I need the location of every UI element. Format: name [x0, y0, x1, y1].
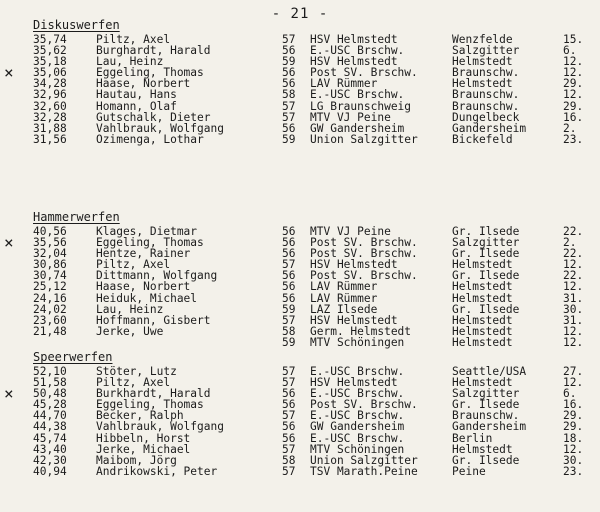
result-row	[0, 134, 600, 145]
date-cell: 2.	[563, 121, 577, 135]
performance-cell: 35,06	[33, 66, 67, 80]
date-cell: 18.	[563, 431, 584, 445]
date-cell: 15.	[563, 33, 584, 46]
venue-cell: Braunschw.	[452, 88, 520, 102]
performance-cell: 32,96	[33, 88, 67, 102]
date-cell: 29.	[563, 77, 584, 91]
section-title: Speerwerfen	[33, 350, 113, 364]
date-cell: 22.	[563, 247, 584, 261]
performance-cell: 44,70	[33, 409, 67, 423]
birth-year-cell: 57	[282, 258, 296, 272]
venue-cell: Peine	[452, 464, 486, 478]
birth-year-cell: 57	[282, 376, 296, 390]
date-cell: 23.	[563, 132, 584, 146]
birth-year-cell: 59	[282, 335, 296, 349]
club-cell: MTV Schöningen	[310, 335, 405, 349]
date-cell: 22.	[563, 225, 584, 238]
birth-year-cell: 56	[282, 398, 296, 412]
athlete-name-cell: Eggeling, Thomas	[96, 236, 204, 250]
birth-year-cell: 57	[282, 365, 296, 378]
performance-cell: 42,30	[33, 453, 67, 467]
venue-cell: Salzgitter	[452, 236, 520, 250]
birth-year-cell: 56	[282, 121, 296, 135]
date-cell: 30.	[563, 453, 584, 467]
birth-year-cell: 59	[282, 55, 296, 69]
venue-cell: Helmstedt	[452, 376, 513, 390]
club-cell: Post SV. Brschw.	[310, 66, 418, 80]
club-cell: HSV Helmstedt	[310, 258, 398, 272]
athlete-name-cell: Hautau, Hans	[96, 88, 177, 102]
performance-cell: 21,48	[33, 324, 67, 338]
venue-cell: Gandersheim	[452, 121, 527, 135]
birth-year-cell: 56	[282, 431, 296, 445]
performance-cell: 32,28	[33, 110, 67, 124]
birth-year-cell: 57	[282, 313, 296, 327]
performance-cell: 30,86	[33, 258, 67, 272]
club-cell: TSV Marath.Peine	[310, 464, 418, 478]
birth-year-cell: 57	[282, 99, 296, 113]
result-row	[0, 337, 600, 348]
club-cell: LG Braunschweig	[310, 99, 412, 113]
result-row	[0, 421, 600, 432]
athlete-name-cell: Klages, Dietmar	[96, 225, 198, 238]
date-cell: 12.	[563, 258, 584, 272]
performance-cell: 35,18	[33, 55, 67, 69]
athlete-name-cell: Haase, Norbert	[96, 77, 191, 91]
club-cell: MTV Schöningen	[310, 442, 405, 456]
venue-cell: Helmstedt	[452, 77, 513, 91]
venue-cell: Gr. Ilsede	[452, 398, 520, 412]
date-cell: 12.	[563, 442, 584, 456]
date-cell: 16.	[563, 398, 584, 412]
date-cell: 31.	[563, 291, 584, 305]
club-cell: HSV Helmstedt	[310, 313, 398, 327]
athlete-name-cell: Burghardt, Harald	[96, 44, 211, 58]
birth-year-cell: 59	[282, 132, 296, 146]
club-cell: HSV Helmstedt	[310, 55, 398, 69]
athlete-name-cell: Becker, Ralph	[96, 409, 184, 423]
performance-cell: 35,62	[33, 44, 67, 58]
venue-cell: Gr. Ilsede	[452, 302, 520, 316]
venue-cell: Braunschw.	[452, 66, 520, 80]
performance-cell: 24,02	[33, 302, 67, 316]
result-row	[0, 293, 600, 304]
date-cell: 16.	[563, 110, 584, 124]
page-number: - 21 -	[271, 6, 329, 22]
venue-cell: Salzgitter	[452, 387, 520, 401]
date-cell: 23.	[563, 464, 584, 478]
club-cell: LAV Rümmer	[310, 280, 378, 294]
result-row	[0, 101, 600, 112]
results-list	[0, 226, 600, 348]
venue-cell: Helmstedt	[452, 313, 513, 327]
date-cell: 29.	[563, 420, 584, 434]
club-cell: E.-USC Brschw.	[310, 44, 405, 58]
venue-cell: Helmstedt	[452, 258, 513, 272]
club-cell: HSV Helmstedt	[310, 33, 398, 46]
performance-cell: 45,74	[33, 431, 67, 445]
birth-year-cell: 56	[282, 247, 296, 261]
venue-cell: Salzgitter	[452, 44, 520, 58]
date-cell: 12.	[563, 280, 584, 294]
birth-year-cell: 56	[282, 66, 296, 80]
performance-cell: 35,56	[33, 236, 67, 250]
club-cell: Post SV. Brschw.	[310, 247, 418, 261]
performance-cell: 32,04	[33, 247, 67, 261]
venue-cell: Braunschw.	[452, 99, 520, 113]
performance-cell: 30,74	[33, 269, 67, 283]
date-cell: 12.	[563, 376, 584, 390]
club-cell: HSV Helmstedt	[310, 376, 398, 390]
club-cell: LAZ Ilsede	[310, 302, 378, 316]
athlete-name-cell: Andrikowski, Peter	[96, 464, 218, 478]
date-cell: 30.	[563, 302, 584, 316]
club-cell: E.-USC Brschw.	[310, 365, 405, 378]
club-cell: GW Gandersheim	[310, 420, 405, 434]
club-cell: LAV Rümmer	[310, 291, 378, 305]
date-cell: 6.	[563, 44, 577, 58]
performance-cell: 43,40	[33, 442, 67, 456]
athlete-name-cell: Haase, Norbert	[96, 280, 191, 294]
venue-cell: Helmstedt	[452, 55, 513, 69]
club-cell: LAV Rümmer	[310, 77, 378, 91]
performance-cell: 40,94	[33, 464, 67, 478]
club-cell: E.-USC Brschw.	[310, 431, 405, 445]
date-cell: 29.	[563, 99, 584, 113]
athlete-name-cell: Jerke, Uwe	[96, 324, 164, 338]
club-cell: E.-USC Brschw.	[310, 387, 405, 401]
mark-cell: ×	[4, 233, 14, 253]
athlete-name-cell: Hibbeln, Horst	[96, 431, 191, 445]
birth-year-cell: 58	[282, 453, 296, 467]
athlete-name-cell: Jerke, Michael	[96, 442, 191, 456]
athlete-name-cell: Eggeling, Thomas	[96, 398, 204, 412]
venue-cell: Helmstedt	[452, 280, 513, 294]
date-cell: 31.	[563, 313, 584, 327]
venue-cell: Braunschw.	[452, 409, 520, 423]
club-cell: Union Salzgitter	[310, 453, 418, 467]
mark-cell: ×	[4, 63, 14, 83]
club-cell: E.-USC Brschw.	[310, 409, 405, 423]
birth-year-cell: 58	[282, 324, 296, 338]
mark-cell: ×	[4, 384, 14, 404]
venue-cell: Helmstedt	[452, 324, 513, 338]
date-cell: 12.	[563, 324, 584, 338]
birth-year-cell: 56	[282, 280, 296, 294]
date-cell: 12.	[563, 55, 584, 69]
athlete-name-cell: Piltz, Axel	[96, 376, 171, 390]
club-cell: E.-USC Brschw.	[310, 88, 405, 102]
athlete-name-cell: Hentze, Rainer	[96, 247, 191, 261]
athlete-name-cell: Burkhardt, Harald	[96, 387, 211, 401]
venue-cell: Wenzfelde	[452, 33, 513, 46]
athlete-name-cell: Gutschalk, Dieter	[96, 110, 211, 124]
club-cell: MTV VJ Peine	[310, 225, 391, 238]
result-row	[0, 466, 600, 477]
birth-year-cell: 59	[282, 302, 296, 316]
athlete-name-cell: Homann, Olaf	[96, 99, 177, 113]
result-row	[0, 89, 600, 100]
result-row	[0, 281, 600, 292]
venue-cell: Berlin	[452, 431, 493, 445]
performance-cell: 40,56	[33, 225, 67, 238]
birth-year-cell: 56	[282, 420, 296, 434]
birth-year-cell: 56	[282, 225, 296, 238]
birth-year-cell: 56	[282, 44, 296, 58]
venue-cell: Helmstedt	[452, 291, 513, 305]
performance-cell: 35,74	[33, 33, 67, 46]
section-title: Diskuswerfen	[33, 18, 120, 32]
venue-cell: Gr. Ilsede	[452, 269, 520, 283]
performance-cell: 25,12	[33, 280, 67, 294]
birth-year-cell: 57	[282, 409, 296, 423]
athlete-name-cell: Stöter, Lutz	[96, 365, 177, 378]
performance-cell: 32,60	[33, 99, 67, 113]
birth-year-cell: 57	[282, 442, 296, 456]
club-cell: Post SV. Brschw.	[310, 269, 418, 283]
date-cell: 22.	[563, 269, 584, 283]
performance-cell: 34,28	[33, 77, 67, 91]
club-cell: GW Gandersheim	[310, 121, 405, 135]
club-cell: Post SV. Brschw.	[310, 236, 418, 250]
birth-year-cell: 57	[282, 110, 296, 124]
athlete-name-cell: Lau, Heinz	[96, 302, 164, 316]
venue-cell: Dungelbeck	[452, 110, 520, 124]
athlete-name-cell: Piltz, Axel	[96, 258, 171, 272]
athlete-name-cell: Heiduk, Michael	[96, 291, 198, 305]
venue-cell: Gr. Ilsede	[452, 247, 520, 261]
section-title: Hammerwerfen	[33, 210, 120, 224]
athlete-name-cell: Piltz, Axel	[96, 33, 171, 46]
birth-year-cell: 56	[282, 77, 296, 91]
birth-year-cell: 56	[282, 387, 296, 401]
date-cell: 6.	[563, 387, 577, 401]
athlete-name-cell: Hoffmann, Gisbert	[96, 313, 211, 327]
athlete-name-cell: Vahlbrauk, Wolfgang	[96, 420, 224, 434]
performance-cell: 24,16	[33, 291, 67, 305]
club-cell: Post SV. Brschw.	[310, 398, 418, 412]
birth-year-cell: 56	[282, 269, 296, 283]
performance-cell: 52,10	[33, 365, 67, 378]
birth-year-cell: 56	[282, 291, 296, 305]
club-cell: Germ. Helmstedt	[310, 324, 412, 338]
venue-cell: Seattle/USA	[452, 365, 527, 378]
performance-cell: 45,28	[33, 398, 67, 412]
date-cell: 2.	[563, 236, 577, 250]
result-row	[0, 433, 600, 444]
date-cell: 27.	[563, 365, 584, 378]
performance-cell: 44,38	[33, 420, 67, 434]
athlete-name-cell: Dittmann, Wolfgang	[96, 269, 218, 283]
results-list	[0, 366, 600, 477]
performance-cell: 31,88	[33, 121, 67, 135]
athlete-name-cell: Maibom, Jörg	[96, 453, 177, 467]
performance-cell: 31,56	[33, 132, 67, 146]
birth-year-cell: 58	[282, 88, 296, 102]
venue-cell: Helmstedt	[452, 335, 513, 349]
performance-cell: 50,48	[33, 387, 67, 401]
venue-cell: Bickefeld	[452, 132, 513, 146]
birth-year-cell: 57	[282, 464, 296, 478]
venue-cell: Gr. Ilsede	[452, 225, 520, 238]
date-cell: 12.	[563, 335, 584, 349]
athlete-name-cell: Ozimenga, Lothar	[96, 132, 204, 146]
athlete-name-cell: Eggeling, Thomas	[96, 66, 204, 80]
birth-year-cell: 56	[282, 236, 296, 250]
results-list	[0, 34, 600, 145]
date-cell: 12.	[563, 66, 584, 80]
performance-cell: 51,58	[33, 376, 67, 390]
result-row	[0, 455, 600, 466]
club-cell: MTV VJ Peine	[310, 110, 391, 124]
venue-cell: Helmstedt	[452, 442, 513, 456]
birth-year-cell: 57	[282, 33, 296, 46]
venue-cell: Gr. Ilsede	[452, 453, 520, 467]
performance-cell: 23,60	[33, 313, 67, 327]
date-cell: 29.	[563, 409, 584, 423]
venue-cell: Gandersheim	[452, 420, 527, 434]
date-cell: 12.	[563, 88, 584, 102]
club-cell: Union Salzgitter	[310, 132, 418, 146]
athlete-name-cell: Vahlbrauk, Wolfgang	[96, 121, 224, 135]
athlete-name-cell: Lau, Heinz	[96, 55, 164, 69]
